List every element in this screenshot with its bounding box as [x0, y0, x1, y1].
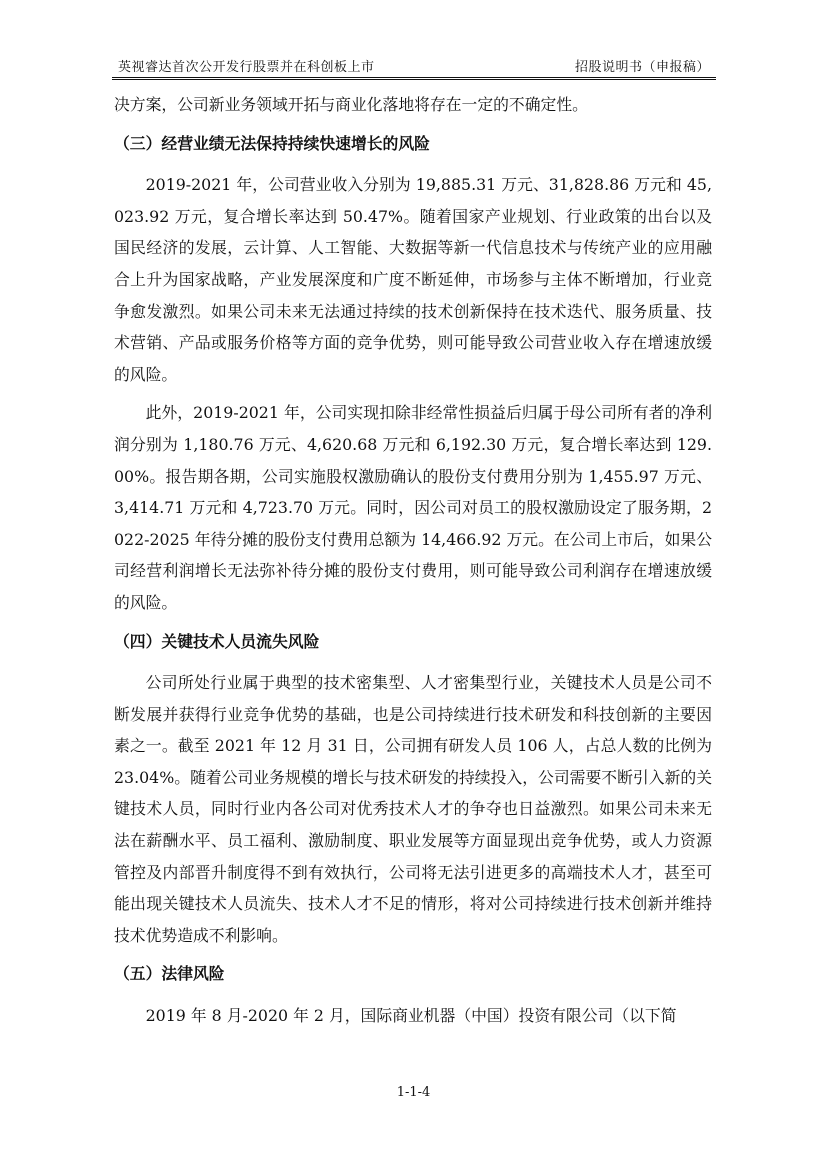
paragraph-revenue-growth: 2019-2021 年，公司营业收入分别为 19,885.31 万元、31,828.86 万元和 45,023.92 万元，复合增长率达到 50.47%。随着国家产业规划、行业政策的出台以及国民经济的发展，云计算、人工智能、大数据等新一代信息技术与传统产业的应用融合上升为国家战略，产业发展深度和广度不断延伸，市场参与主体不断增加，行业竞争愈发激烈。如果公司未来无法通过持续的技术创新保持在技术迭代、服务质量、技术营销、产品或服务价格等方面的竞争优势，则可能导致公司营业收入存在增速放缓的风险。	[114, 175, 712, 384]
paragraph-key-personnel: 公司所处行业属于典型的技术密集型、人才密集型行业，关键技术人员是公司不断发展并获得行业竞争优势的基础，也是公司持续进行技术研发和科技创新的主要因素之一。截至 2021 年 12 月 31 日，公司拥有研发人员 106 人，占总人数的比例为 23.04%。随着公司业务规模的增长与技术研发的持续投入，公司需要不断引入新的关键技术人员，同时行业内各公司对优秀技术人才的争夺也日益激烈。如果公司未来无法在薪酬水平、员工福利、激励制度、职业发展等方面显现出竞争优势，或人力资源管控及内部晋升制度得不到有效执行，公司将无法引进更多的高端技术人才，甚至可能出现关键技术人员流失、技术人才不足的情形，将对公司持续进行技术创新并维持技术优势造成不利影响。	[114, 673, 712, 945]
section-heading-4: （四）关键技术人员流失风险	[114, 631, 320, 651]
document-body	[114, 89, 712, 1039]
header-divider	[112, 77, 716, 80]
header-document-type: 招股说明书（申报稿）	[574, 60, 710, 75]
page-number: 1-1-4	[396, 1085, 431, 1100]
header-company-title: 英视睿达首次公开发行股票并在科创板上市	[118, 60, 375, 75]
page-header	[112, 52, 716, 76]
paragraph-legal-risk: 2019 年 8 月-2020 年 2 月，国际商业机器（中国）投资有限公司（以下简	[145, 1006, 677, 1026]
paragraph-net-profit: 此外，2019-2021 年，公司实现扣除非经常性损益后归属于母公司所有者的净利润分别为 1,180.76 万元、4,620.68 万元和 6,192.30 万元，复合增长率达到 129.00%。报告期各期，公司实施股权激励确认的股份支付费用分别为 1,455.97 万元、3,414.71 万元和 4,723.70 万元。同时，因公司对员工的股权激励设定了服务期，2022-2025 年待分摊的股份支付费用总额为 14,466.92 万元。在公司上市后，如果公司经营利润增长无法弥补待分摊的股份支付费用，则可能导致公司利润存在增速放缓的风险。	[114, 403, 712, 612]
paragraph-continuation: 决方案，公司新业务领域开拓与商业化落地将存在一定的不确定性。	[114, 95, 588, 114]
section-heading-5: （五）法律风险	[114, 964, 225, 984]
section-heading-3: （三）经营业绩无法保持持续快速增长的风险	[114, 133, 430, 153]
